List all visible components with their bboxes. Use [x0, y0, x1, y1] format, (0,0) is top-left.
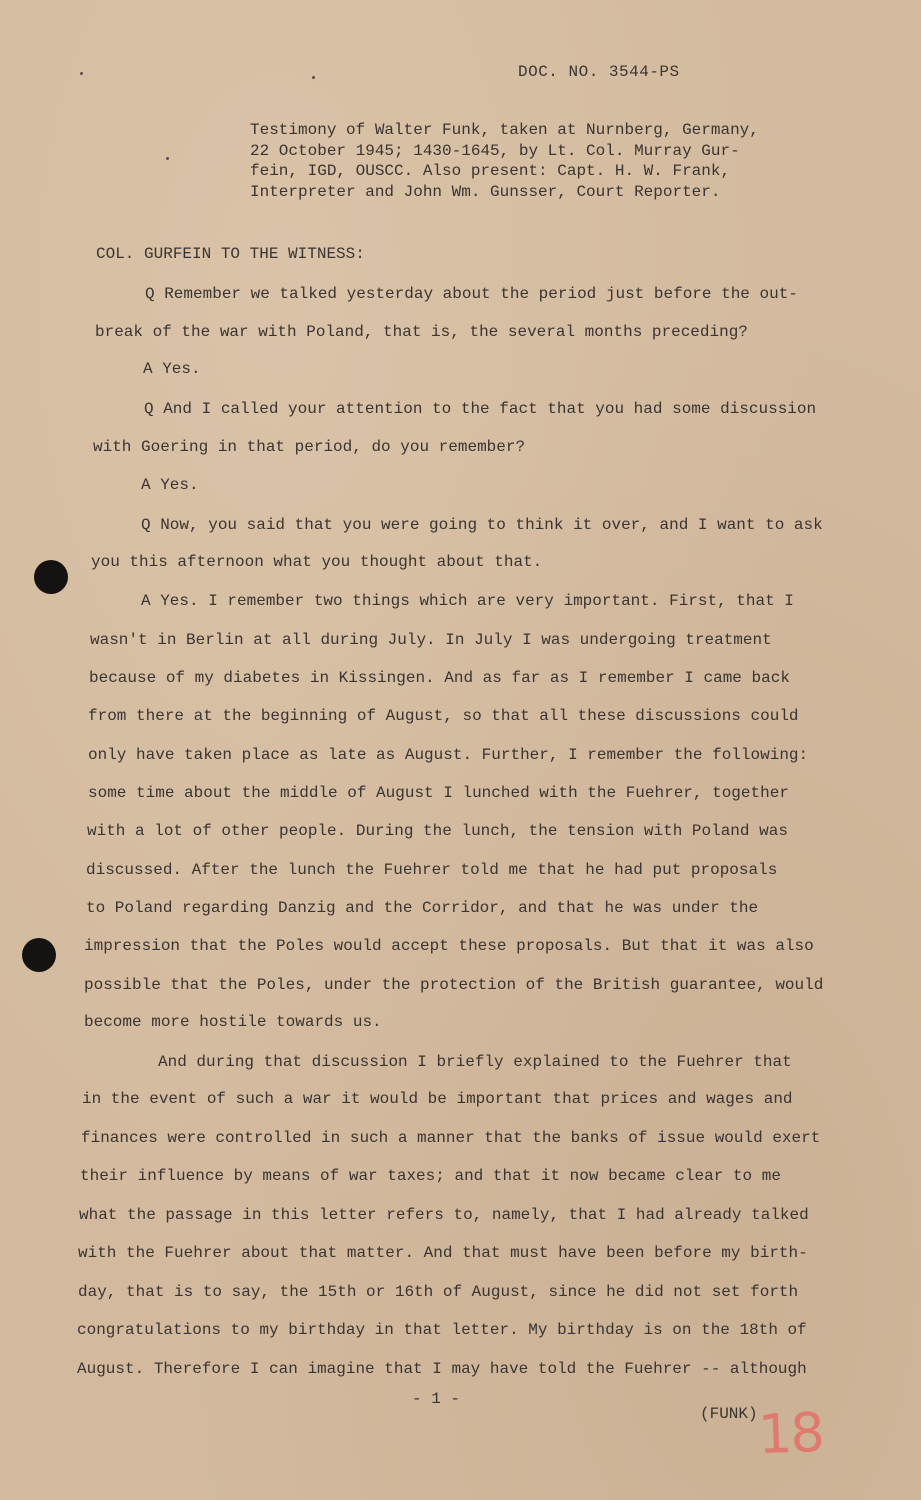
body-line: with the Fuehrer about that matter. And that must have been before my birth- — [78, 1244, 808, 1262]
body-line: with Goering in that period, do you remember? — [93, 438, 526, 456]
body-line: August. Therefore I can imagine that I may have told the Fuehrer -- although — [77, 1360, 807, 1378]
punch-hole-icon — [22, 938, 56, 972]
body-line: Q Now, you said that you were going to think it over, and I want to ask — [141, 516, 823, 534]
footer-name: (FUNK) — [700, 1405, 758, 1423]
ink-speck — [312, 76, 315, 79]
body-line: because of my diabetes in Kissingen. And as far as I remember I came back — [89, 669, 790, 687]
body-line: you this afternoon what you thought about that. — [91, 553, 543, 571]
ink-speck — [166, 157, 169, 160]
body-line: A Yes. — [141, 476, 199, 494]
body-line: from there at the beginning of August, so that all these discussions could — [88, 707, 799, 725]
punch-hole-icon — [34, 560, 68, 594]
body-line: A Yes. I remember two things which are very important. First, that I — [141, 592, 794, 610]
header-line: Interpreter and John Wm. Gunsser, Court Reporter. — [250, 182, 721, 201]
body-line: day, that is to say, the 15th or 16th of August, since he did not set forth — [78, 1283, 799, 1301]
body-line: congratulations to my birthday in that letter. My birthday is on the 18th of — [77, 1321, 807, 1339]
section-heading: COL. GURFEIN TO THE WITNESS: — [96, 245, 365, 263]
body-line: possible that the Poles, under the protection of the British guarantee, would — [84, 976, 824, 994]
header-line: fein, IGD, OUSCC. Also present: Capt. H. W. Frank, — [250, 162, 731, 180]
header-line: Testimony of Walter Funk, taken at Nurnberg, Germany, — [250, 121, 759, 139]
body-line: in the event of such a war it would be important that prices and wages and — [82, 1090, 793, 1108]
body-line: break of the war with Poland, that is, the several months preceding? — [95, 323, 748, 341]
body-line: Q Remember we talked yesterday about the period just before the out- — [145, 285, 798, 303]
body-line: discussed. After the lunch the Fuehrer told me that he had put proposals — [86, 861, 778, 879]
body-line: finances were controlled in such a manner that the banks of issue would exert — [81, 1129, 821, 1147]
body-line: become more hostile towards us. — [84, 1013, 382, 1031]
body-line: their influence by means of war taxes; and that it now became clear to me — [80, 1167, 781, 1185]
body-line: impression that the Poles would accept these proposals. But that it was also — [84, 937, 814, 955]
document-number: DOC. NO. 3544-PS — [518, 63, 680, 81]
header-line: 22 October 1945; 1430-1645, by Lt. Col. Murray Gur- — [250, 141, 740, 160]
body-line: wasn't in Berlin at all during July. In July I was undergoing treatment — [90, 631, 772, 649]
body-line: to Poland regarding Danzig and the Corridor, and that he was under the — [86, 899, 759, 917]
body-line: with a lot of other people. During the lunch, the tension with Poland was — [87, 822, 788, 840]
body-line: what the passage in this letter refers to, namely, that I had already talked — [79, 1206, 809, 1224]
body-line: only have taken place as late as August. Further, I remember the following: — [88, 746, 809, 764]
body-line: Q And I called your attention to the fact that you had some discussion — [144, 400, 817, 418]
body-line: some time about the middle of August I lunched with the Fuehrer, together — [88, 784, 789, 802]
body-line: And during that discussion I briefly explained to the Fuehrer that — [158, 1053, 792, 1071]
testimony-header — [250, 120, 790, 202]
page-number: - 1 - — [412, 1390, 461, 1408]
body-line: A Yes. — [143, 360, 201, 378]
ink-speck — [80, 72, 83, 75]
handwritten-page-number: 18 — [756, 1400, 824, 1467]
